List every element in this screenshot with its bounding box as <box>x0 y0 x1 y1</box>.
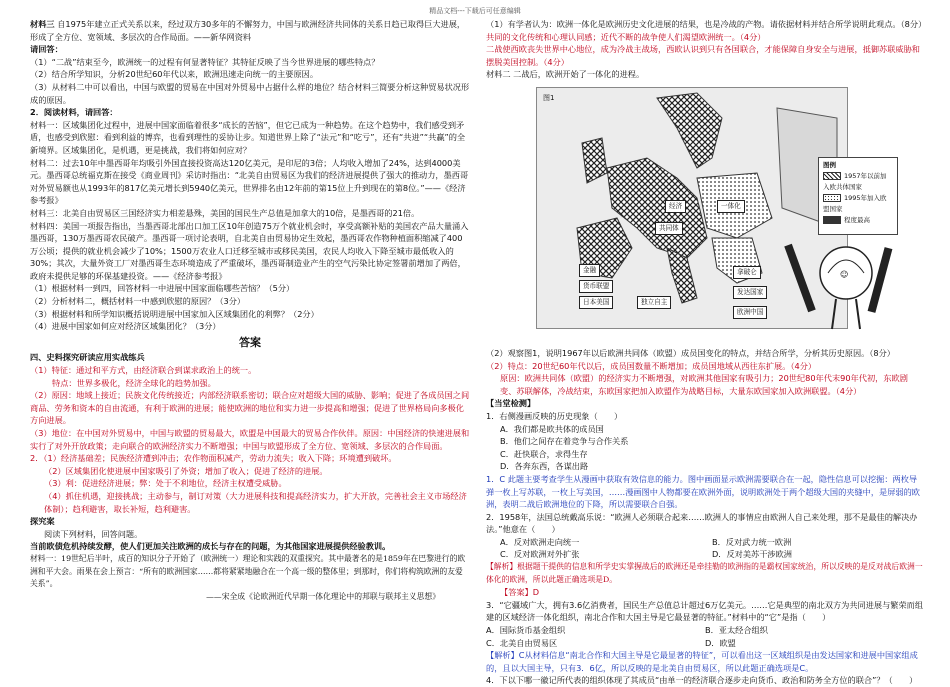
legend-swatch-dots <box>823 194 841 202</box>
answer-title: 答案 <box>239 335 261 349</box>
map-label-napoleon: 拿破仑 <box>733 266 761 279</box>
right-answer-1b: 二战使西欧丧失世界中心地位，成为冷战主战场，西欧认识到只有各国联合，才能保障自身安全与进展，抵御苏联威胁和摆脱美国控制。（4分） <box>486 44 920 67</box>
map-label-developed: 发达国家 <box>733 286 767 299</box>
answer-2-4: （4）抓住机遇，迎接挑战；主动参与，制订对策（大力进展科技和提高经济实力，扩大开放，完善社会主义市场经济体制）；趋利避害，取长补短，趋利避害。 <box>44 490 467 514</box>
answer-2-1: 2．（1）经济基础差；民族经济遭到冲击；农作物面积减产，劳动力流失；收入下降；环境遭到破坏。 <box>30 453 397 464</box>
legend-item-2: 1995年加入欧盟国家 <box>823 193 887 213</box>
check-question-1: 1．右侧漫画反映的历史现象（ ） <box>486 410 623 421</box>
right-answer-2b: 原因：欧洲共同体（欧盟）的经济实力不断增强，对欧洲其他国家有吸引力；20世纪80年代末90年代初，东欧剧变、苏联解体，冷战结束，东欧国家把加入欧盟作为战略目标，大量东欧国家加入欧洲联盟。（4分） <box>500 373 908 396</box>
map-label-finance: 金融 <box>579 264 600 277</box>
options-row-3b <box>486 637 924 650</box>
right-material-2: 材料二 二战后，欧洲开始了一体化的进程。 <box>486 69 645 80</box>
question-1: （1）“二战”结束至今，欧洲统一的过程有何显著特征？其特征反映了当今世界进展的哪些特点？ <box>30 56 380 67</box>
right-question-2: （2）观察图1，说明1967年以后欧洲共同体（欧盟）成员国变化的特点，并结合所学，分析其历史原因。（8分） <box>486 347 895 358</box>
material-three: 材料三 自1975年建立正式关系以来，经过双方30多年的不懈努力，中国与欧洲经济共同体的关系日趋已取得巨大进展，形成了全方位、宽领域、多层次的合作局面。——新华网资料 <box>30 19 466 42</box>
check-question-4: 4．下以下哪一徽记所代表的组织体现了其成员“由单一的经济联合逐步走向货币、政治和防务全方位的联合”？（ ） <box>486 675 918 686</box>
map-label-monetary-union: 货币联盟 <box>579 280 613 293</box>
sub-question-1: （1）根据材料一到四，回答材料一中进展中国家面临哪些苦恼？（5分） <box>30 283 295 294</box>
answer-1-3: （3）地位：在中国对外贸易中，中国与欧盟的贸易最大，欧盟是中国最大的贸易合作伙伴。原因：中国经济的快速进展和实行了对外开放政策；走向联合的欧洲经济实力不断增强；中国与欧盟形成了全方位、宽领域、多层次的合作局面。 <box>30 428 470 451</box>
options-row-3a <box>486 624 924 637</box>
sub-question-2: （2）分析材料二，概括材料一中感到欣慰的原因？（3分） <box>30 296 246 307</box>
map-label-economy: 经济 <box>665 200 686 213</box>
answer-1-1b: 特点：世界多极化，经济全球化的趋势加强。 <box>52 377 216 388</box>
legend-swatch-solid <box>823 216 841 224</box>
right-answer-2: （2）特点：20世纪60年代以后，成员国数量不断增加；成员国地域从西往东扩展。（4分） <box>486 360 817 371</box>
legend-swatch-hatch <box>823 172 841 180</box>
map-label-japan-us: 日本美国 <box>579 296 613 309</box>
legend-item-3: 程度最高 <box>823 215 893 226</box>
map-label-community: 共同体 <box>655 222 683 235</box>
check-title: 【当堂检测】 <box>486 398 536 409</box>
figure-area <box>486 83 924 345</box>
answer-1-1: （1）特征：通过和平方式，由经济联合到谋求政治上的统一。 <box>30 365 257 376</box>
material-2: 材料二：过去10年中墨西哥年均吸引外国直接投资高达120亿美元，是印尼的3倍；人均收入增加了24%，达到4000美元。墨西哥总统福克斯在接受《商业周刊》采访时指出：“北美自由贸易区为我们的经济进展提供了强大的推动力，墨西哥对外贸易额也从1993年的817亿美元增长到5940亿美元，世界排名由12年前的第15位上升到现在的第8位。”——《经济参考报》 <box>30 157 469 206</box>
options-row-2a <box>486 536 924 549</box>
check-option-1d: D．各奔东西，各谋出路 <box>500 461 589 472</box>
legend-item-1: 1957年以前加入欧共体国家 <box>823 171 887 191</box>
check-answer-1: 1．C 此题主要考查学生从漫画中获取有效信息的能力。图中画面显示欧洲需要联合在一起，隐性信息可以挖掘：两枚导弹一枚上写苏联，一枚上写美国，……漫画图中人物都要在欧洲外面，说明欧洲处于两个超级大国的夹缝中，是屏弱的欧洲，表明二战后欧洲地位的下降，所以需要联合自强。 <box>486 473 920 510</box>
check-question-2: 2．1958年，法国总统戴高乐说：“欧洲人必须联合起来……欧洲人的事情应由欧洲人自己来处理，那不是最佳的解决办法。”他意在（ ） <box>486 511 918 535</box>
explore-main: 当前欧债危机持续发酵，使人们更加关注欧洲的成长与存在的问题，为其他国家进展提供经验教训。 <box>30 541 391 552</box>
explore-sub: 阅读下列材料，回答问题。 <box>44 528 143 539</box>
right-answer-1: 共同的文化传统和心理认同感；近代不断的战争使人们渴望欧洲统一。（4分） <box>486 31 766 42</box>
answer-section: 四、史料探究研读应用实战练兵 <box>30 352 145 363</box>
answer-2-2: （2）区域集团化使进展中国家吸引了外资；增加了收入；促进了经济的进展。 <box>44 465 328 476</box>
uk-shape <box>582 138 607 183</box>
material-3b: 材料三：北美自由贸易区三国经济实力相差悬殊，美国的国民生产总值是加拿大的10倍，是墨西哥的21倍。 <box>30 207 420 218</box>
material-4: 材料四：美国一项报告指出，当墨西哥北部出口加工区10年创造75万个就业机会时，享受高额补贴的美国农产品大量涌入墨西哥，130万墨西哥农民破产。墨西哥一项讨论表明，自北美自由贸易协定生效起，墨西哥农作物种植面积缩减了400万公顷；提供的就业机会减少了10%；1500万农业人口迁移至城市或移民美国，农民人均收入下降至城市最低收入的30%；其次，大量外资工厂对墨西哥生态环境造成了严重破坏，墨西哥制造业产生的空气污染比协定签署前增加了两倍，政府未提供足够的环保基建投资。——《经济参考报》 <box>30 220 469 281</box>
figure-caption: 图1 <box>543 93 555 102</box>
scandinavia-shape <box>657 93 722 168</box>
explore-title: 探究案 <box>30 516 55 527</box>
answer-1-2: （2）原因：地域上接近；民族文化传统接近；内部经济联系密切；联合应对超级大国的威胁、影响；促进了各成员国之间商品、劳务和资本的自由流通，有利于欧洲的进展；能使欧洲的地位和实力进一步提高和增强；促进了世界格局向多极化方向进展。 <box>30 390 470 426</box>
check-option-2d: D．反对美苏干涉欧洲 <box>712 549 792 560</box>
explore-material-1: 材料一：19世纪后半叶，成百的知识分子开始了（欧洲统一）理论和实践的双重探究。其中最著名的是1859年在巴黎进行的欧洲和平大会。雨果在会上预言：“所有的欧洲国家……都将紧紧地融合在一个高一级的整体里；到那时，你们将构筑欧洲的友爱关系”。 <box>30 553 466 589</box>
check-option-3c: C．北美自由贸易区 <box>486 637 558 648</box>
answer-2-3: （3）利：促进经济进展；弊：处于不利地位，经济主权遭受威胁。 <box>44 478 287 489</box>
page-header: 精品文档---下载后可任意编辑 <box>429 7 521 15</box>
material-1: 材料一：区域集团化过程中，进展中国家面临着很多“成长的苦恼”，但它已成为一种趋势。在这个趋势中，我们感受到矛盾，也感受到欣慰：看到利益的博弈，也看到理性的妥协让步。知道世界上除了“法元”和“吃亏”，还有“共进”“共赢”的全新境界。区域集团化，是机遇，更是挑战，我们将如何应对？ <box>30 119 466 155</box>
map-label-europe-china: 欧洲中国 <box>733 306 767 319</box>
svg-text:☺: ☺ <box>840 269 849 279</box>
italy-shape <box>667 248 697 303</box>
explore-source: ——宋全成《论欧洲近代早期一体化理论中的邦联与联邦主义思想》 <box>206 591 440 601</box>
left-column <box>30 18 470 603</box>
check-option-3d: D．欧盟 <box>705 637 736 648</box>
sub-question-4: （4）进展中国家如何应对经济区域集团化？（3分） <box>30 321 221 332</box>
check-option-1b: B．他们之间存在着竞争与合作关系 <box>500 436 629 447</box>
legend-title: 图例 <box>823 160 836 169</box>
right-column <box>486 18 927 687</box>
check-option-1a: A．我们都是欧共体的成员国 <box>500 423 604 434</box>
right-question-1: （1）有学者认为：欧洲一体化是欧洲历史文化进展的结果，也是冷战的产物。请依据材料并结合所学说明此观点。（8分） <box>486 19 927 29</box>
check-explanation-2: 【解析】根据题干提供的信息和所学史实掌握战后的欧洲还是牵挂勒的欧洲指的是霸权国家统治，所以反映的是反对战后欧洲一体化的欧洲，所以此题正确选项是D。 <box>486 562 923 584</box>
options-row-2b <box>486 548 924 561</box>
map-legend <box>818 157 898 235</box>
check-option-2c: C．反对欧洲对外扩张 <box>500 549 580 560</box>
question-label: 请回答： <box>30 44 63 55</box>
check-answer-2: 【答案】D <box>500 587 540 598</box>
check-explanation-3: 【解析】C从材料信息“南北合作和大国主导是它最显著的特征”，可以看出这一区域组织是由发达国家和进展中国家组成的，且以大国主导，只有3．6亿，所以反映的是北美自由贸易区，所以此题正确选项是C。 <box>486 650 918 673</box>
map-label-integration: 一体化 <box>717 200 745 213</box>
check-option-1c: C．赶快联合，求得生存 <box>500 448 588 459</box>
section-2-title: 2．阅读材料，请回答： <box>30 107 118 118</box>
question-3: （3）从材料二中可以看出，中国与欧盟的贸易在中国对外贸易中占据什么样的地位？结合材料三简要分析这种贸易状况形成的原因。 <box>30 81 470 105</box>
check-question-3: 3．“它疆域广大，拥有3.6亿消费者，国民生产总值总计超过6万亿美元。……它是典型的南北双方为共同进展与繁荣而组建的区域经济一体化组织，南北合作和大国主导是它最显著的特征。”材料中的“它”是指（ ） <box>486 599 924 623</box>
question-2: （2）结合所学知识，分析20世纪60年代以来，欧洲迅速走向统一的主要原因。 <box>30 69 319 80</box>
check-option-2b: B．反对武力统一欧洲 <box>712 536 792 547</box>
check-option-3b: B．亚太经合组织 <box>705 625 768 636</box>
map-label-independent: 独立自主 <box>637 296 671 309</box>
check-option-3a: A．国际货币基金组织 <box>486 625 566 636</box>
check-option-2a: A．反对欧洲走向统一 <box>500 536 580 547</box>
sub-question-3: （3）根据材料和所学知识概括说明进展中国家加入区域集团化的利弊？（2分） <box>30 308 319 319</box>
cartoon-illustration <box>736 233 896 333</box>
